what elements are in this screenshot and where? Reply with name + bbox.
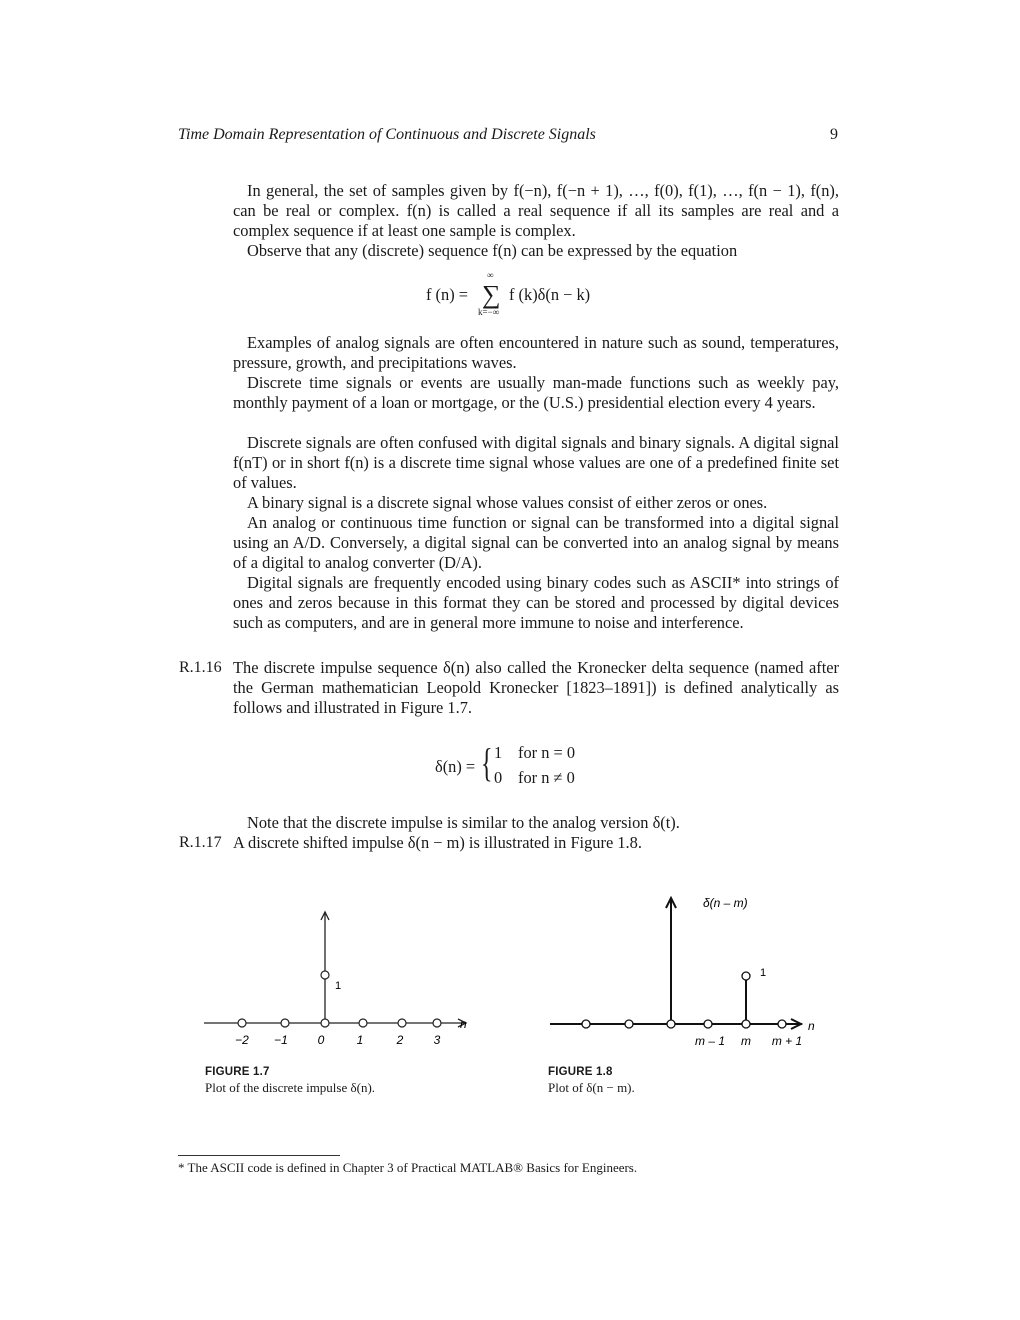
figure-1-8-number: FIGURE 1.8 — [548, 1066, 613, 1078]
paragraph-samples: In general, the set of samples given by f(−n), f(−n + 1), …, f(0), f(1), …, f(n − 1), f(n), can be real or complex. f(n) is called a real sequence if all its samples are real and a complex sequence if at least one sample is complex. — [233, 181, 839, 240]
figure-1-8-caption-text: Plot of δ(n − m). — [548, 1080, 635, 1095]
paragraph-ascii-encoding: Digital signals are frequently encoded using binary codes such as ASCII* into strings of ones and zeros because in this format they can be stored and processed by digital devices such as computers, and are in general more immune to noise and interference. — [233, 573, 839, 632]
sample-point — [582, 1020, 590, 1028]
impulse-value-label: 1 — [335, 980, 342, 992]
case1-value: 1 — [494, 743, 503, 762]
page-number: 9 — [830, 126, 838, 143]
case2-condition: for n ≠ 0 — [518, 768, 575, 787]
item-text-r117: A discrete shifted impulse δ(n − m) is illustrated in Figure 1.8. — [233, 833, 642, 852]
figure-1-8-plot — [540, 888, 830, 1058]
tick-label: −1 — [274, 1033, 288, 1047]
paragraph-observe: Observe that any (discrete) sequence f(n) can be expressed by the equation — [247, 241, 738, 260]
n-axis-label: n — [808, 1019, 815, 1033]
paragraph-note: Note that the discrete impulse is similar to the analog version δ(t). — [247, 813, 680, 832]
n-axis-label: n — [460, 1017, 467, 1031]
footnote-rule — [178, 1155, 340, 1156]
item-label-r117: R.1.17 — [179, 834, 222, 851]
item-text-r116: The discrete impulse sequence δ(n) also called the Kronecker delta sequence (named after the German mathematician Leopold Kronecker [1823–1891]) is defined analytically as follows and illustrated in Figure 1.7. — [233, 658, 839, 717]
figure-1-8-title: δ(n – m) — [703, 896, 748, 910]
equation-sum-rhs: f (k)δ(n − k) — [509, 285, 591, 304]
paragraph-binary-signal: A binary signal is a discrete signal whose values consist of either zeros or ones. — [247, 493, 768, 512]
sample-point — [742, 1020, 750, 1028]
item-label-r116: R.1.16 — [179, 659, 222, 676]
impulse-point — [321, 971, 329, 979]
sample-point — [625, 1020, 633, 1028]
sample-point — [281, 1019, 289, 1027]
tick-label: m — [741, 1034, 751, 1048]
sample-point — [321, 1019, 329, 1027]
figure-1-8-caption — [548, 1064, 635, 1096]
running-header — [178, 126, 840, 148]
tick-label: 0 — [317, 1033, 325, 1047]
sigma-symbol: ∑ — [482, 280, 501, 309]
equation-impulse-lhs: δ(n) = — [435, 757, 476, 776]
paragraph-analog-examples: Examples of analog signals are often encountered in nature such as sound, temperatures, pressure, growth, and precipitations waves. — [233, 333, 839, 372]
sample-point — [238, 1019, 246, 1027]
sample-point — [778, 1020, 786, 1028]
paragraph-discrete-events: Discrete time signals or events are usually man-made functions such as weekly pay, monthly payment of a loan or mortgage, or the (U.S.) presidential election every 4 years. — [233, 373, 839, 412]
tick-label: 3 — [433, 1033, 441, 1047]
figure-1-7-caption-text: Plot of the discrete impulse δ(n). — [205, 1080, 376, 1095]
tick-label: 1 — [356, 1033, 364, 1047]
impulse-point — [742, 972, 750, 980]
sample-point — [359, 1019, 367, 1027]
paragraph-digital-signals: Discrete signals are often confused with digital signals and binary signals. A digital signal f(nT) or in short f(n) is a discrete time signal whose values are one of a predefined finite set of values. — [233, 433, 839, 492]
sample-point — [433, 1019, 441, 1027]
impulse-value-label: 1 — [760, 967, 767, 979]
left-brace: { — [481, 740, 493, 785]
figure-1-7-number: FIGURE 1.7 — [205, 1066, 270, 1078]
running-header-title: Time Domain Representation of Continuous and Discrete Signals — [178, 126, 596, 143]
sample-point — [667, 1020, 675, 1028]
paragraph-ad-conversion: An analog or continuous time function or signal can be transformed into a digital signal using an A/D. Conversely, a digital signal can be converted into an analog signal by means of a digital to analog converter (D/A). — [233, 513, 839, 572]
case1-condition: for n = 0 — [518, 743, 576, 762]
sample-point — [398, 1019, 406, 1027]
tick-label: −2 — [235, 1033, 249, 1047]
footnote: * The ASCII code is defined in Chapter 3 of Practical MATLAB® Basics for Engineers. — [178, 1160, 638, 1175]
sum-lower-limit: k=−∞ — [478, 307, 500, 317]
case2-value: 0 — [494, 768, 503, 787]
tick-label: m – 1 — [694, 1034, 726, 1048]
sum-upper-limit: ∞ — [487, 270, 494, 280]
tick-label: m + 1 — [771, 1034, 803, 1048]
sample-point — [704, 1020, 712, 1028]
tick-label: 2 — [396, 1033, 404, 1047]
figure-1-7-plot — [190, 895, 480, 1055]
figure-1-7-caption — [205, 1064, 375, 1096]
equation-sum-lhs: f (n) = — [426, 285, 469, 304]
